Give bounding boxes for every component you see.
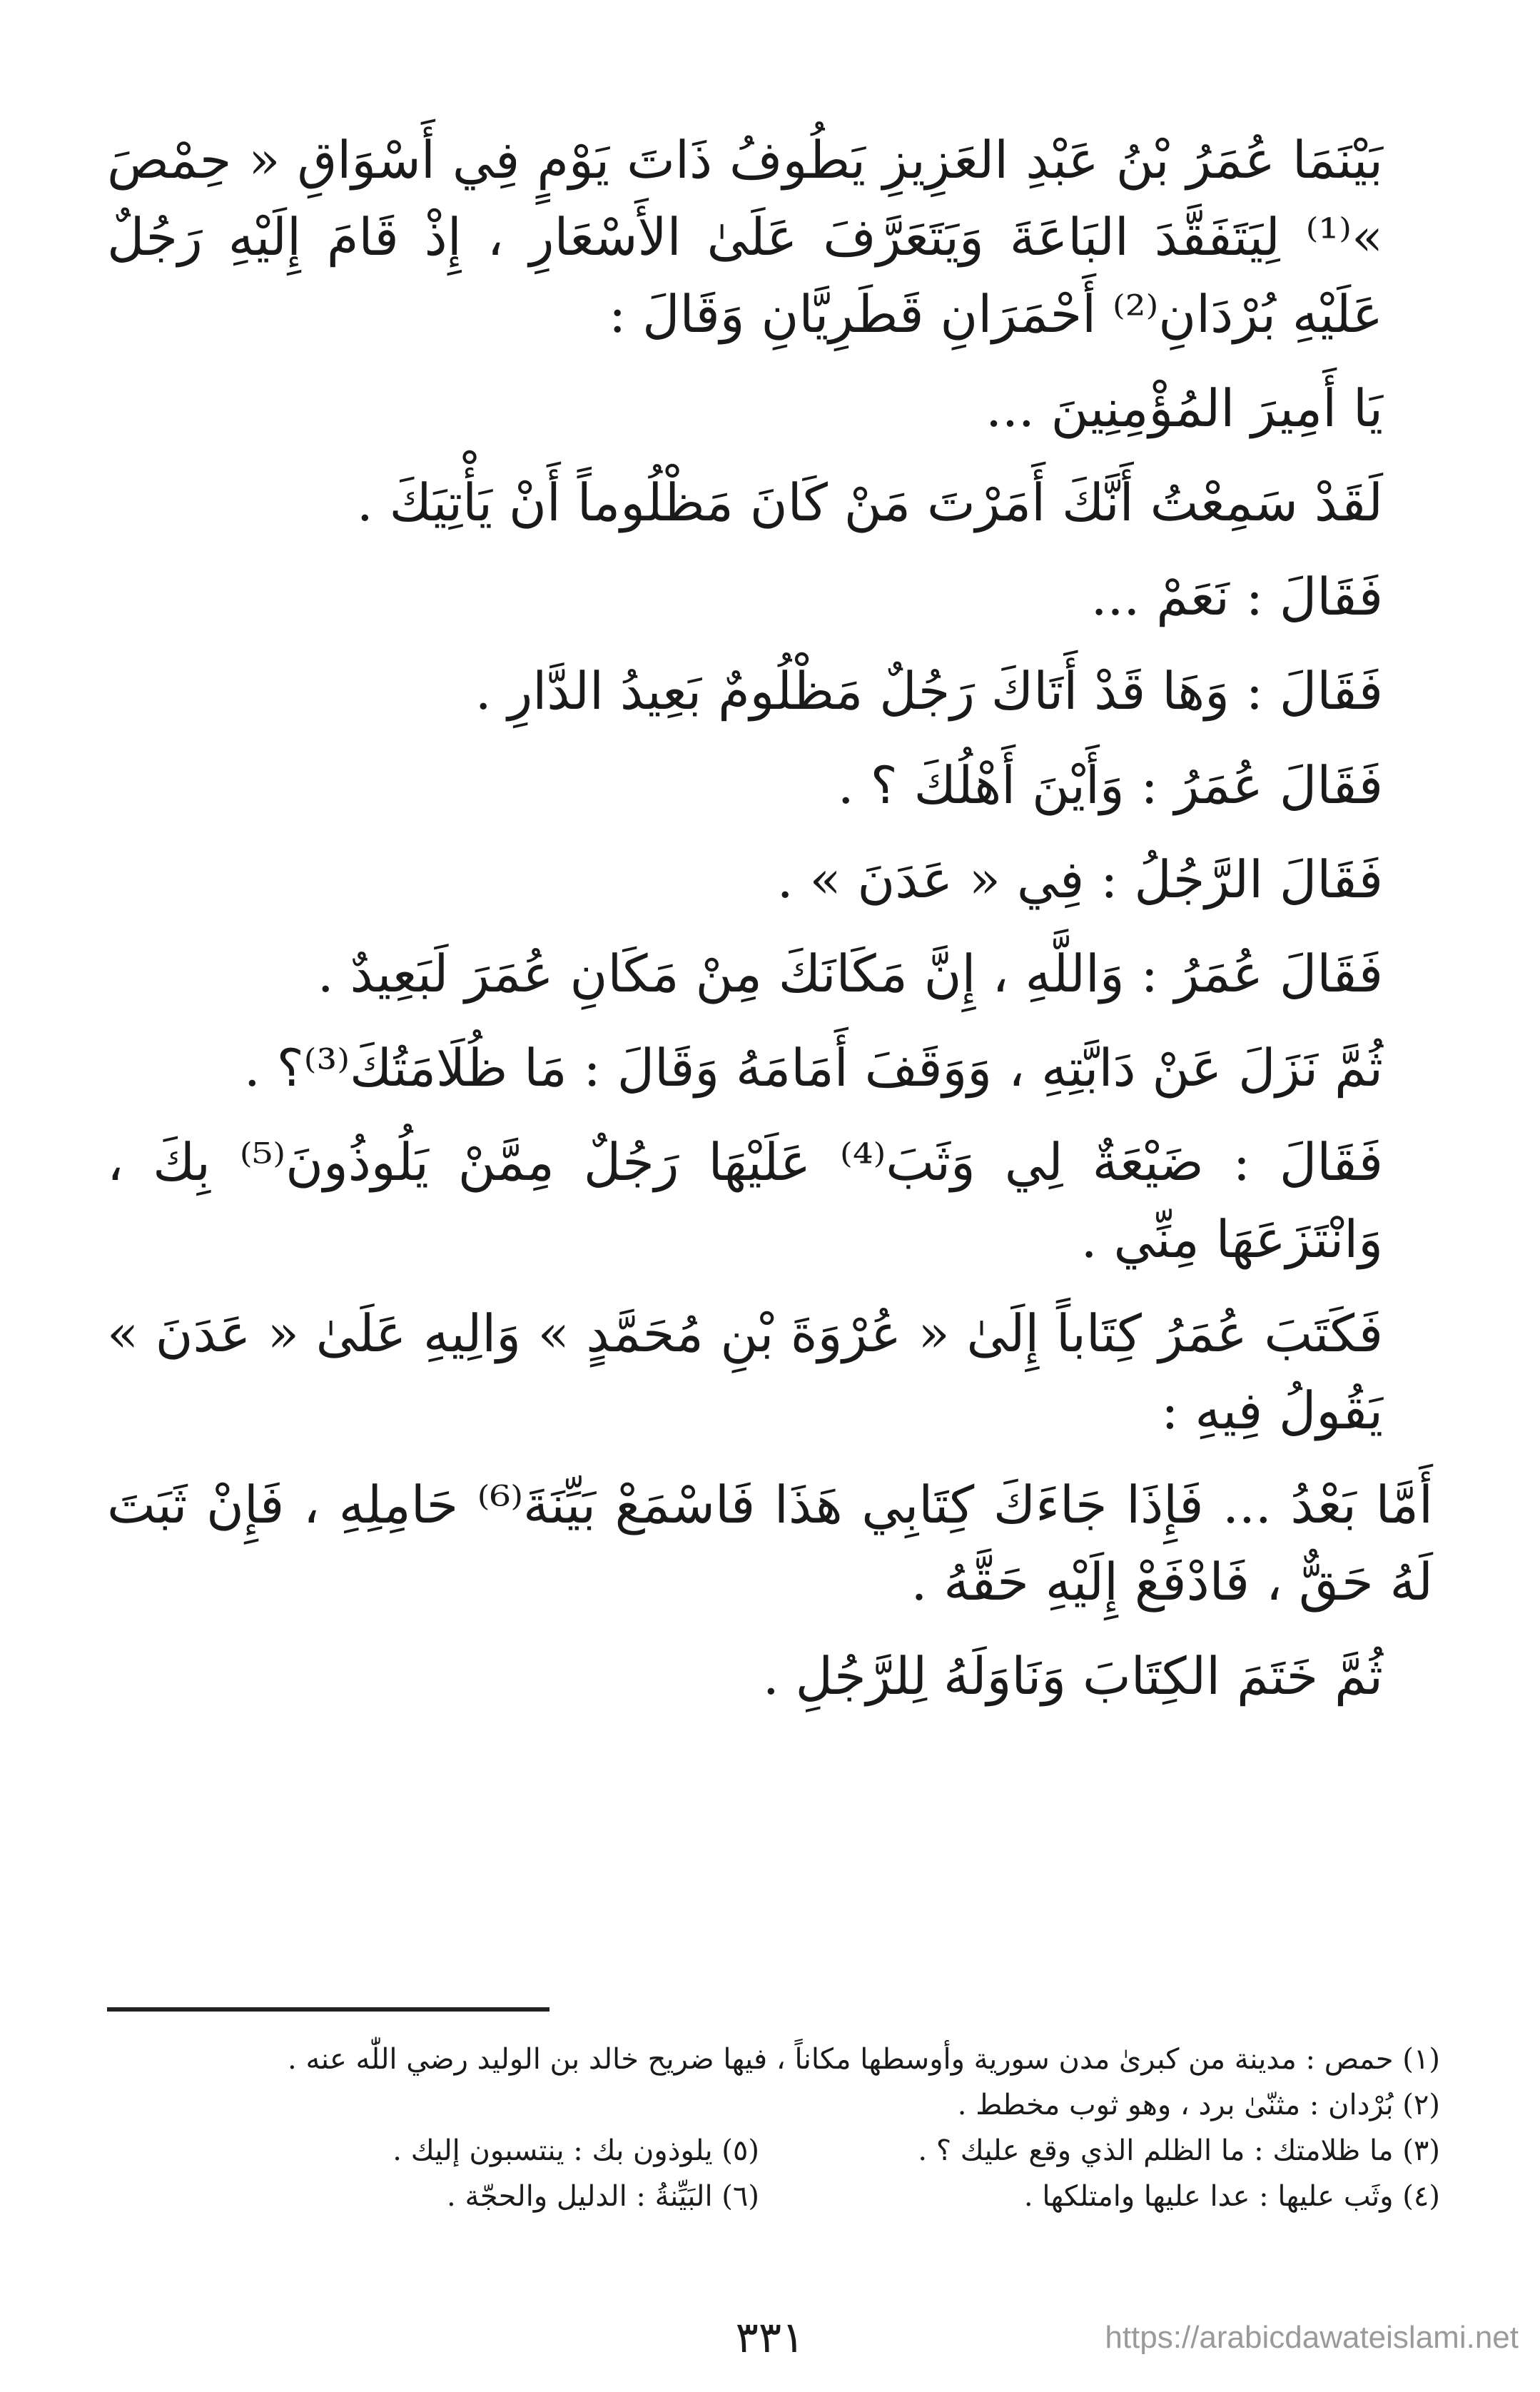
paragraph-12: أَمَّا بَعْدُ ... فَإِذَا جَاءَكَ كِتَابِي هَذَا فَاسْمَعْ بَيِّنَةَ⁽⁶⁾ حَامِلِهِ ، فَإِنْ ثَبَتَ لَهُ حَقٌّ ، فَادْفَعْ إِلَيْهِ حَقَّهُ .: [107, 1475, 1433, 1612]
footnote-3: (٣) ما ظلامتك : ما الظلم الذي وقع عليك ؟ .: [918, 2134, 1440, 2167]
footnote-row: [107, 2084, 1440, 2126]
paragraph-4: فَقَالَ : نَعَمْ ...: [1090, 567, 1383, 627]
paragraph-13: ثُمَّ خَتَمَ الكِتَابَ وَنَاوَلَهُ لِلرَّجُلِ .: [762, 1646, 1383, 1706]
paragraph-11: فَكَتَبَ عُمَرُ كِتَاباً إِلَىٰ « عُرْوَةَ بْنِ مُحَمَّدٍ » وَالِيهِ عَلَىٰ « عَدَنَ » يَقُولُ فِيهِ :: [107, 1303, 1383, 1440]
paragraph-7: فَقَالَ الرَّجُلُ : فِي « عَدَنَ » .: [776, 849, 1383, 909]
footnote-6: (٦) البَيِّنةُ : الدليل والحجّة .: [447, 2180, 759, 2213]
footnote-2: (٢) بُرْدان : مثنّىٰ برد ، وهو ثوب مخطط .: [957, 2089, 1440, 2121]
paragraph-8: فَقَالَ عُمَرُ : وَاللَّهِ ، إِنَّ مَكَانَكَ مِنْ مَكَانِ عُمَرَ لَبَعِيدٌ .: [317, 944, 1383, 1004]
page-number: ٣٣١: [735, 2313, 805, 2363]
paragraph-2: يَا أَمِيرَ المُؤْمِنِينَ ...: [986, 378, 1383, 438]
paragraph-1: بَيْنَمَا عُمَرُ بْنُ عَبْدِ العَزِيزِ يَطُوفُ ذَاتَ يَوْمٍ فِي أَسْوَاقِ « حِمْصَ »⁽¹⁾ لِيَتَفَقَّدَ البَاعَةَ وَيَتَعَرَّفَ عَلَىٰ الأَسْعَارِ ، إِذْ قَامَ إِلَيْهِ رَجُلٌ عَلَيْهِ بُرْدَانِ⁽²⁾ أَحْمَرَانِ قَطَرِيَّانِ وَقَالَ :: [107, 130, 1383, 344]
footnote-row: [107, 2039, 1440, 2080]
main-text: [107, 121, 1433, 1732]
footnote-separator: [107, 2007, 549, 2012]
footnote-5: (٥) يلوذون بك : ينتسبون إليك .: [392, 2134, 759, 2167]
footnote-1: (١) حمص : مدينة من كبرىٰ مدن سورية وأوسطها مكاناً ، فيها ضريح خالد بن الوليد رضي اللّٰه عنه .: [288, 2043, 1440, 2076]
footnote-row: [107, 2176, 1440, 2217]
paragraph-5: فَقَالَ : وَهَا قَدْ أَتَاكَ رَجُلٌ مَظْلُومٌ بَعِيدُ الدَّارِ .: [475, 661, 1383, 721]
paragraph-9: ثُمَّ نَزَلَ عَنْ دَابَّتِهِ ، وَوَقَفَ أَمَامَهُ وَقَالَ : مَا ظُلَامَتُكَ⁽³⁾؟ .: [243, 1038, 1383, 1098]
footnotes: [107, 2034, 1440, 2221]
paragraph-6: فَقَالَ عُمَرُ : وَأَيْنَ أَهْلُكَ ؟ .: [837, 755, 1383, 815]
paragraph-3: لَقَدْ سَمِعْتُ أَنَّكَ أَمَرْتَ مَنْ كَانَ مَظْلُوماً أَنْ يَأْتِيَكَ .: [356, 473, 1383, 533]
footnote-row: [107, 2130, 1440, 2171]
paragraph-10: فَقَالَ : ضَيْعَةٌ لِي وَثَبَ⁽⁴⁾ عَلَيْهَا رَجُلٌ مِمَّنْ يَلُوذُونَ⁽⁵⁾ بِكَ ، وَانْتَزَعَهَا مِنِّي .: [107, 1132, 1384, 1269]
watermark-url: https://arabicdawateislami.net: [1105, 2320, 1519, 2355]
footnote-4: (٤) وثَب عليها : عدا عليها وامتلكها .: [1023, 2180, 1440, 2213]
